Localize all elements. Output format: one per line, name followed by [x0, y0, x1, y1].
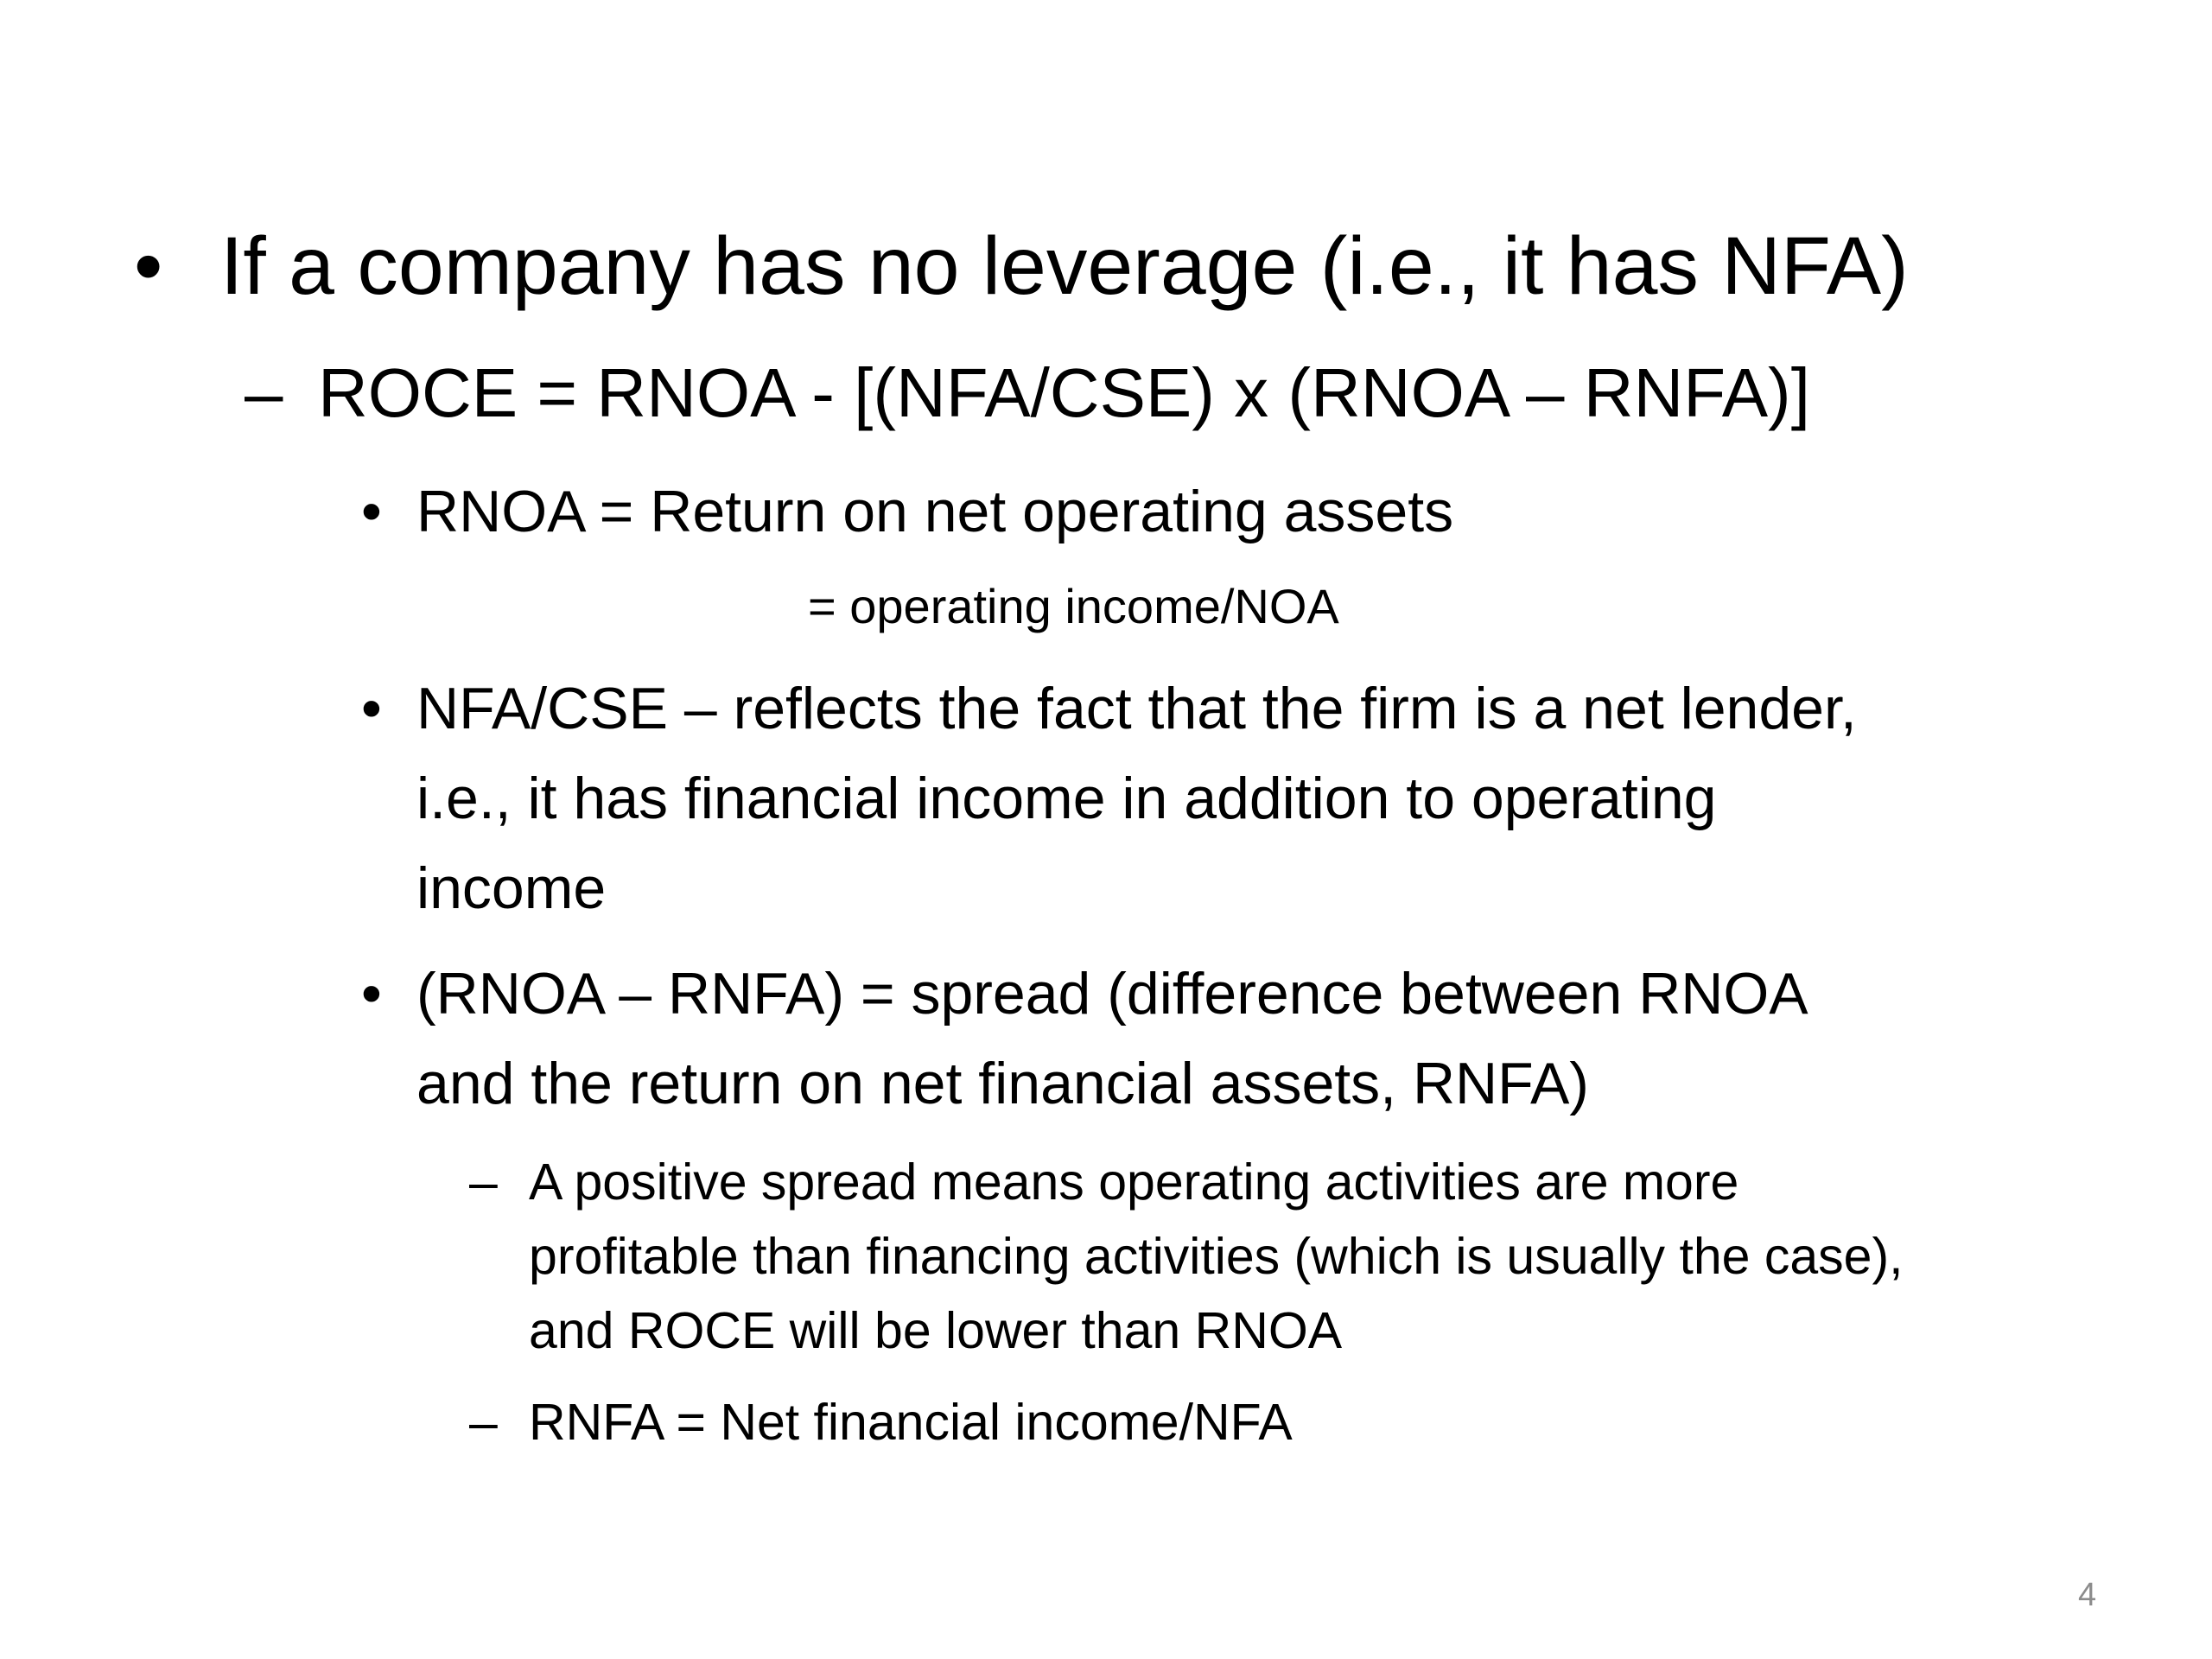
dash-icon: –	[469, 1154, 498, 1211]
dash-icon: –	[245, 354, 283, 431]
bullet-icon: •	[361, 961, 382, 1027]
rnoa-definition: RNOA = Return on net operating assets	[416, 479, 1454, 544]
positive-spread-line-1: A positive spread means operating activities are more	[529, 1154, 1739, 1211]
positive-spread-line-2: profitable than financing activities (which is usually the case),	[529, 1228, 1904, 1285]
bullet-icon: •	[361, 676, 382, 741]
spread-line-1: (RNOA – RNFA) = spread (difference between RNOA	[416, 961, 1808, 1027]
page-number: 4	[2078, 1577, 2097, 1613]
nfa-cse-line-3: income	[416, 855, 607, 921]
rnfa-definition: RNFA = Net financial income/NFA	[529, 1394, 1293, 1451]
nfa-cse-line-2: i.e., it has financial income in addition to operating	[416, 766, 1717, 831]
formula-roce: ROCE = RNOA - [(NFA/CSE) x (RNOA – RNFA)]	[318, 354, 1810, 431]
bullet-icon: •	[134, 220, 163, 312]
rnoa-formula: = operating income/NOA	[808, 579, 1339, 633]
bullet-icon: •	[361, 479, 382, 544]
level1-text: If a company has no leverage (i.e., it has NFA)	[220, 220, 1909, 312]
positive-spread-line-3: and ROCE will be lower than RNOA	[529, 1302, 1343, 1359]
dash-icon: –	[469, 1394, 498, 1451]
spread-line-2: and the return on net financial assets, RNFA)	[416, 1051, 1589, 1116]
nfa-cse-line-1: NFA/CSE – reflects the fact that the firm is a net lender,	[416, 676, 1857, 741]
